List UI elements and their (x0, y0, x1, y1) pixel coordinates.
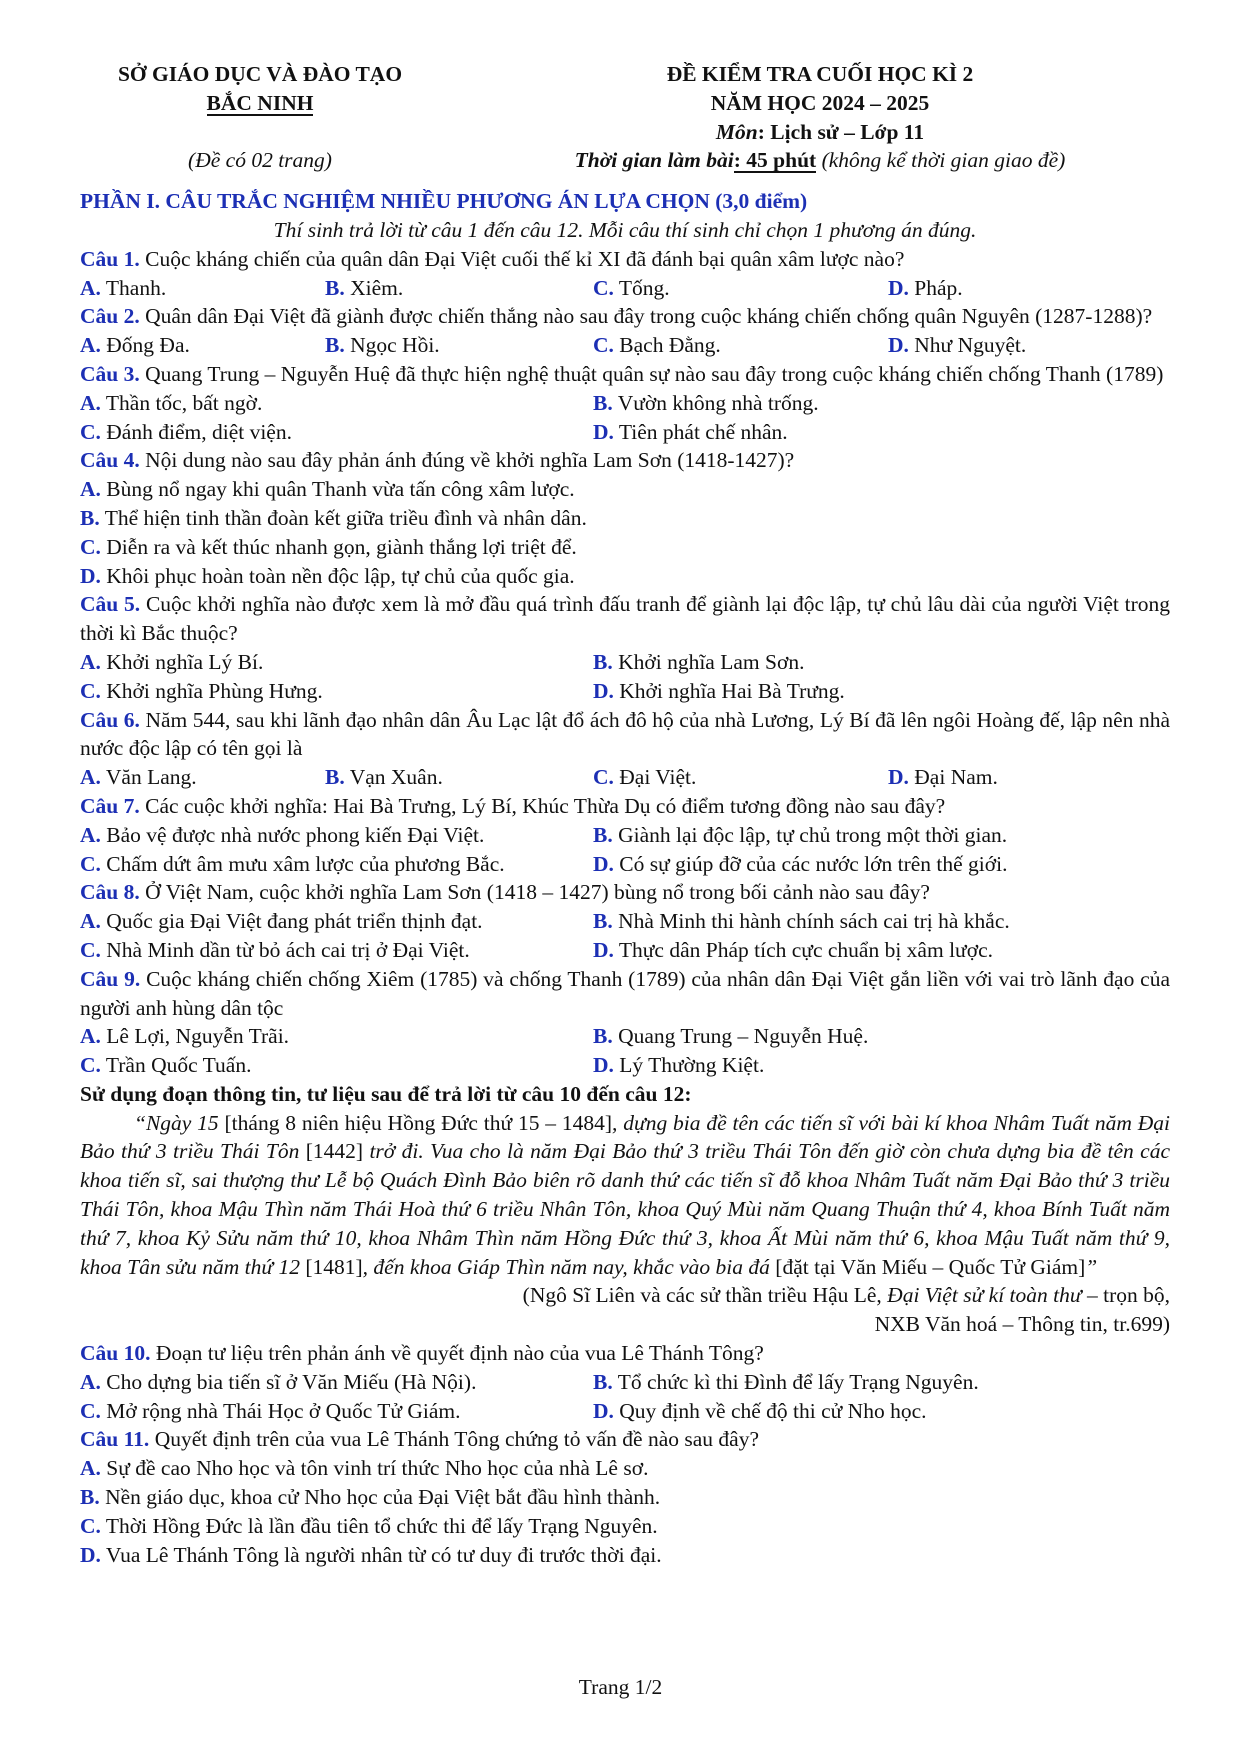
option-text: Khởi nghĩa Lý Bí. (100, 649, 264, 674)
passage-quote (80, 1109, 1170, 1282)
options-row (80, 821, 1170, 850)
question-list-2 (80, 1339, 1170, 1569)
option-key: A. (80, 275, 101, 300)
option-key: B. (325, 765, 345, 790)
option-key: A. (80, 1369, 101, 1394)
option-text: Lê Lợi, Nguyễn Trãi. (100, 1024, 290, 1049)
pages-note: (Đề có 02 trang) (188, 148, 332, 173)
option-text: Quy định về chế độ thi cử Nho học. (613, 1398, 927, 1423)
option-text: Vua Lê Thánh Tông là người nhân từ có tư duy đi trước thời đại. (100, 1542, 662, 1567)
option-text: Bạch Đằng. (613, 333, 721, 358)
time-line (470, 146, 1170, 175)
subject-label: Môn (715, 119, 758, 144)
option-key: C. (80, 851, 101, 876)
options-row (80, 533, 1170, 562)
answer-option[interactable] (80, 274, 325, 303)
option-text: Trần Quốc Tuấn. (100, 1053, 252, 1078)
page-number: Trang 1/2 (578, 1675, 663, 1699)
header-right (470, 60, 1170, 175)
options-row (80, 907, 1170, 936)
option-text: Khởi nghĩa Lam Sơn. (612, 649, 805, 674)
source-book-title: Đại Việt sử kí toàn thư (887, 1283, 1082, 1308)
source-authors: (Ngô Sĩ Liên và các sử thần triều Hậu Lê, (522, 1283, 888, 1308)
option-key: D. (593, 1053, 614, 1078)
answer-option[interactable] (80, 389, 593, 418)
question-text: Cuộc kháng chiến chống Xiêm (1785) và chống Thanh (1789) của nhân dân Đại Việt gắn liền với vai trò lãnh đạo của người anh hùng dân tộc (80, 966, 1171, 1020)
options-row (80, 1022, 1170, 1051)
option-text: Quốc gia Đại Việt đang phát triển thịnh đạt. (100, 909, 483, 934)
quote-part: trở đi. Vua cho là năm Đại Bảo thứ 3 triều Thái Tôn đến giờ còn chưa dựng bia đề tên các khoa tiến sĩ, sai thượng thư Lễ bộ Quách Đình Bảo biên rõ danh thứ các tiến sĩ đỗ khoa Nhâm Tuất năm Đại Bảo thứ 3 triều Thái Tôn, khoa Mậu Thìn năm Thái Hoà thứ 6 triều Nhân Tôn, khoa Quý Mùi năm Quang Thuận thứ 4, khoa Bính Tuất năm thứ 7, khoa Kỷ Sửu năm thứ 10, khoa Nhâm Thìn năm Hồng Đức thứ 3, khoa Ất Mùi năm thứ 6, khoa Mậu Tuất năm thứ 9, khoa Tân sửu năm thứ 12 (80, 1139, 1171, 1279)
option-key: C. (80, 419, 101, 444)
option-key: C. (593, 765, 614, 790)
option-text: Thần tốc, bất ngờ. (100, 390, 263, 415)
question-text: Ở Việt Nam, cuộc khởi nghĩa Lam Sơn (1418 – 1427) bùng nổ trong bối cảnh nào sau đây? (139, 880, 930, 905)
option-text: Bùng nổ ngay khi quân Thanh vừa tấn công xâm lược. (100, 477, 575, 502)
option-key: C. (80, 937, 101, 962)
option-key: D. (80, 563, 101, 588)
question (80, 245, 1170, 274)
answer-option[interactable] (80, 1051, 593, 1080)
answer-option[interactable] (888, 274, 1170, 303)
option-text: Có sự giúp đỡ của các nước lớn trên thế giới. (613, 851, 1008, 876)
answer-option[interactable] (80, 1454, 1170, 1483)
answer-option[interactable] (80, 504, 1170, 533)
answer-option[interactable] (325, 763, 593, 792)
option-text: Như Nguyệt. (908, 333, 1027, 358)
option-key: A. (80, 1024, 101, 1049)
options-row (80, 418, 1170, 447)
option-text: Giành lại độc lập, tự chủ trong một thời gian. (612, 822, 1008, 847)
option-key: A. (80, 333, 101, 358)
answer-option[interactable] (593, 1368, 1170, 1397)
passage-intro: Sử dụng đoạn thông tin, tư liệu sau để trả lời từ câu 10 đến câu 12: (80, 1081, 692, 1106)
option-key: C. (593, 275, 614, 300)
question-text: Cuộc kháng chiến của quân dân Đại Việt cuối thế kỉ XI đã đánh bại quân xâm lược nào? (139, 246, 905, 271)
quote-note: [tháng 8 niên hiệu Hồng Đức thứ 15 – 1484] (224, 1110, 613, 1135)
options-row (80, 1368, 1170, 1397)
answer-option[interactable] (80, 1483, 1170, 1512)
option-text: Thực dân Pháp tích cực chuẩn bị xâm lược. (613, 937, 993, 962)
answer-option[interactable] (80, 648, 593, 677)
quote-note: [đặt tại Văn Miếu – Quốc Tử Giám] (775, 1254, 1086, 1279)
answer-option[interactable] (593, 1051, 1170, 1080)
question-text: Năm 544, sau khi lãnh đạo nhân dân Âu Lạc lật đổ ách đô hộ của nhà Lương, Lý Bí đã lên ngôi Hoàng đế, lập nên nhà nước độc lập có tên gọi là (80, 707, 1170, 761)
option-text: Đống Đa. (100, 333, 190, 358)
option-text: Tổ chức kì thi Đình để lấy Trạng Nguyên. (612, 1369, 979, 1394)
options-row (80, 504, 1170, 533)
option-text: Lý Thường Kiệt. (613, 1053, 765, 1078)
exam-header (80, 60, 1170, 175)
option-key: A. (80, 822, 101, 847)
option-text: Tống. (613, 275, 670, 300)
question-text: Các cuộc khởi nghĩa: Hai Bà Trưng, Lý Bí, Khúc Thừa Dụ có điểm tương đồng nào sau đây? (139, 793, 946, 818)
answer-option[interactable] (80, 763, 325, 792)
exam-title: ĐỀ KIỂM TRA CUỐI HỌC KÌ 2 (666, 62, 974, 86)
answer-option[interactable] (888, 331, 1170, 360)
question-label: Câu 8. (80, 880, 140, 905)
option-key: D. (888, 275, 909, 300)
question-label: Câu 7. (80, 793, 140, 818)
answer-option[interactable] (593, 936, 1170, 965)
quote-part: , đến khoa Giáp Thìn năm nay, khắc vào bia đá (362, 1254, 776, 1279)
options-row (80, 475, 1170, 504)
question (80, 1425, 1170, 1454)
option-text: Đại Nam. (908, 765, 998, 790)
option-key: B. (325, 275, 345, 300)
option-key: A. (80, 390, 101, 415)
answer-option[interactable] (593, 274, 888, 303)
answer-option[interactable] (593, 763, 888, 792)
option-text: Thời Hồng Đức là lần đầu tiên tổ chức thi để lấy Trạng Nguyên. (100, 1513, 658, 1538)
option-key: D. (888, 333, 909, 358)
option-text: Khởi nghĩa Phùng Hưng. (100, 678, 323, 703)
option-key: D. (80, 1542, 101, 1567)
option-text: Ngọc Hồi. (344, 333, 440, 358)
answer-option[interactable] (80, 331, 325, 360)
question-label: Câu 4. (80, 448, 140, 473)
option-key: C. (80, 1513, 101, 1538)
exam-page (80, 60, 1170, 1569)
province-name: BẮC NINH (206, 90, 314, 115)
source-edition: – trọn bộ, (1081, 1283, 1170, 1308)
subject-value: : Lịch sử – Lớp 11 (757, 119, 925, 144)
answer-option[interactable] (593, 907, 1170, 936)
question-label: Câu 11. (80, 1427, 150, 1452)
option-text: Tiên phát chế nhân. (613, 419, 788, 444)
option-key: C. (80, 1398, 101, 1423)
option-key: B. (80, 1485, 100, 1510)
options-row (80, 648, 1170, 677)
option-key: A. (80, 765, 101, 790)
answer-option[interactable] (593, 1022, 1170, 1051)
quote-note: [1481] (305, 1254, 363, 1279)
answer-option[interactable] (80, 562, 1170, 591)
answer-option[interactable] (325, 274, 593, 303)
option-text: Quang Trung – Nguyễn Huệ. (612, 1024, 869, 1049)
option-key: C. (80, 1053, 101, 1078)
question (80, 590, 1170, 648)
options-row (80, 1541, 1170, 1570)
option-key: D. (593, 851, 614, 876)
answer-option[interactable] (80, 1541, 1170, 1570)
options-row (80, 331, 1170, 360)
section-instruction: Thí sinh trả lời từ câu 1 đến câu 12. Mỗi câu thí sinh chỉ chọn 1 phương án đúng. (273, 217, 977, 242)
answer-option[interactable] (325, 331, 593, 360)
option-key: B. (593, 1024, 613, 1049)
option-text: Vạn Xuân. (344, 765, 443, 790)
answer-option[interactable] (80, 475, 1170, 504)
answer-option[interactable] (888, 763, 1170, 792)
option-text: Nhà Minh thi hành chính sách cai trị hà khắc. (612, 909, 1010, 934)
question-label: Câu 10. (80, 1341, 151, 1366)
option-text: Nền giáo dục, khoa cử Nho học của Đại Việt bắt đầu hình thành. (99, 1485, 661, 1510)
option-text: Thể hiện tinh thần đoàn kết giữa triều đình và nhân dân. (99, 505, 587, 530)
option-key: C. (80, 534, 101, 559)
options-row (80, 850, 1170, 879)
options-row (80, 389, 1170, 418)
option-key: D. (593, 1398, 614, 1423)
options-row (80, 562, 1170, 591)
option-key: B. (593, 649, 613, 674)
section-title: PHẦN I. CÂU TRẮC NGHIỆM NHIỀU PHƯƠNG ÁN LỰA CHỌN (3,0 điểm) (80, 189, 808, 214)
answer-option[interactable] (80, 677, 593, 706)
answer-option[interactable] (593, 418, 1170, 447)
quote-part: “Ngày 15 (134, 1110, 225, 1135)
option-text: Nhà Minh dần từ bỏ ách cai trị ở Đại Việt. (100, 937, 470, 962)
option-key: D. (593, 937, 614, 962)
option-key: A. (80, 1456, 101, 1481)
passage-source (80, 1281, 1170, 1310)
time-label: Thời gian làm bài (574, 148, 734, 173)
question-label: Câu 5. (80, 592, 141, 617)
option-key: D. (593, 419, 614, 444)
answer-option[interactable] (80, 1397, 593, 1426)
question-text: Đoạn tư liệu trên phản ánh về quyết định nào của vua Lê Thánh Tông? (150, 1341, 764, 1366)
option-text: Văn Lang. (100, 765, 197, 790)
options-row (80, 1483, 1170, 1512)
question-label: Câu 2. (80, 304, 140, 329)
option-text: Khôi phục hoàn toàn nền độc lập, tự chủ của quốc gia. (100, 563, 575, 588)
answer-option[interactable] (80, 1368, 593, 1397)
option-key: A. (80, 477, 101, 502)
option-key: D. (888, 765, 909, 790)
options-row (80, 1512, 1170, 1541)
options-row (80, 677, 1170, 706)
answer-option[interactable] (593, 331, 888, 360)
option-text: Vườn không nhà trống. (612, 390, 819, 415)
option-key: B. (593, 390, 613, 415)
options-row (80, 1051, 1170, 1080)
question-label: Câu 6. (80, 707, 140, 732)
department-name: SỞ GIÁO DỤC VÀ ĐÀO TẠO (117, 62, 403, 86)
question-label: Câu 1. (80, 246, 140, 271)
question-list (80, 245, 1170, 1080)
question-text: Nội dung nào sau đây phản ánh đúng về khởi nghĩa Lam Sơn (1418-1427)? (139, 448, 795, 473)
question (80, 965, 1170, 1023)
question-label: Câu 9. (80, 966, 141, 991)
header-left (80, 60, 440, 175)
answer-option[interactable] (593, 821, 1170, 850)
options-row (80, 1397, 1170, 1426)
answer-option[interactable] (80, 850, 593, 879)
option-text: Khởi nghĩa Hai Bà Trưng. (613, 678, 845, 703)
option-text: Đánh điểm, diệt viện. (100, 419, 292, 444)
answer-option[interactable] (80, 936, 593, 965)
answer-option[interactable] (80, 907, 593, 936)
option-key: C. (593, 333, 614, 358)
quote-part: , dựng bia đề tên các tiến sĩ với bài kí khoa Nhâm Tuất năm Đại Bảo thứ 3 triều Thái Tôn (80, 1110, 1170, 1164)
option-key: C. (80, 678, 101, 703)
answer-option[interactable] (593, 677, 1170, 706)
option-text: Thanh. (100, 275, 167, 300)
answer-option[interactable] (80, 418, 593, 447)
question-text: Quyết định trên của vua Lê Thánh Tông chứng tỏ vấn đề nào sau đây? (149, 1427, 760, 1452)
option-key: A. (80, 649, 101, 674)
question (80, 446, 1170, 475)
answer-option[interactable] (80, 821, 593, 850)
question-text: Quang Trung – Nguyễn Huệ đã thực hiện nghệ thuật quân sự nào sau đây trong cuộc kháng chiến chống Thanh (1789) (139, 361, 1164, 386)
option-key: B. (593, 822, 613, 847)
question-text: Cuộc khởi nghĩa nào được xem là mở đầu quá trình đấu tranh để giành lại độc lập, tự chủ lâu dài của người Việt trong thời kì Bắc thuộc? (80, 592, 1171, 646)
quote-note: [1442] (305, 1139, 364, 1164)
options-row (80, 274, 1170, 303)
option-key: B. (80, 505, 100, 530)
options-row (80, 936, 1170, 965)
answer-option[interactable] (593, 648, 1170, 677)
answer-option[interactable] (80, 1022, 593, 1051)
option-key: D. (593, 678, 614, 703)
time-value: : 45 phút (733, 148, 817, 173)
option-key: B. (325, 333, 345, 358)
quote-part: ” (1085, 1254, 1098, 1279)
option-text: Mở rộng nhà Thái Học ở Quốc Tử Giám. (100, 1398, 461, 1423)
question (80, 360, 1170, 389)
option-text: Sự đề cao Nho học và tôn vinh trí thức Nho học của nhà Lê sơ. (100, 1456, 649, 1481)
option-text: Bảo vệ được nhà nước phong kiến Đại Việt. (100, 822, 485, 847)
answer-option[interactable] (593, 850, 1170, 879)
subject-line (470, 118, 1170, 147)
question (80, 792, 1170, 821)
answer-option[interactable] (593, 389, 1170, 418)
answer-option[interactable] (80, 533, 1170, 562)
question (80, 878, 1170, 907)
question (80, 302, 1170, 331)
question-text: Quân dân Đại Việt đã giành được chiến thắng nào sau đây trong cuộc kháng chiến chống quân Nguyên (1287-1288)? (139, 304, 1153, 329)
answer-option[interactable] (80, 1512, 1170, 1541)
options-row (80, 1454, 1170, 1483)
option-text: Diễn ra và kết thúc nhanh gọn, giành thắng lợi triệt để. (100, 534, 577, 559)
option-key: A. (80, 909, 101, 934)
time-note: (không kể thời gian giao đề) (816, 148, 1066, 173)
option-text: Xiêm. (344, 275, 404, 300)
option-text: Cho dựng bia tiến sĩ ở Văn Miếu (Hà Nội). (100, 1369, 477, 1394)
option-text: Chấm dứt âm mưu xâm lược của phương Bắc. (100, 851, 505, 876)
option-text: Pháp. (908, 275, 963, 300)
school-year: NĂM HỌC 2024 – 2025 (710, 90, 930, 115)
option-key: B. (593, 1369, 613, 1394)
question (80, 1339, 1170, 1368)
option-key: B. (593, 909, 613, 934)
answer-option[interactable] (593, 1397, 1170, 1426)
question (80, 706, 1170, 764)
options-row (80, 763, 1170, 792)
option-text: Đại Việt. (613, 765, 697, 790)
question-label: Câu 3. (80, 361, 140, 386)
passage-publisher: NXB Văn hoá – Thông tin, tr.699) (874, 1312, 1170, 1337)
